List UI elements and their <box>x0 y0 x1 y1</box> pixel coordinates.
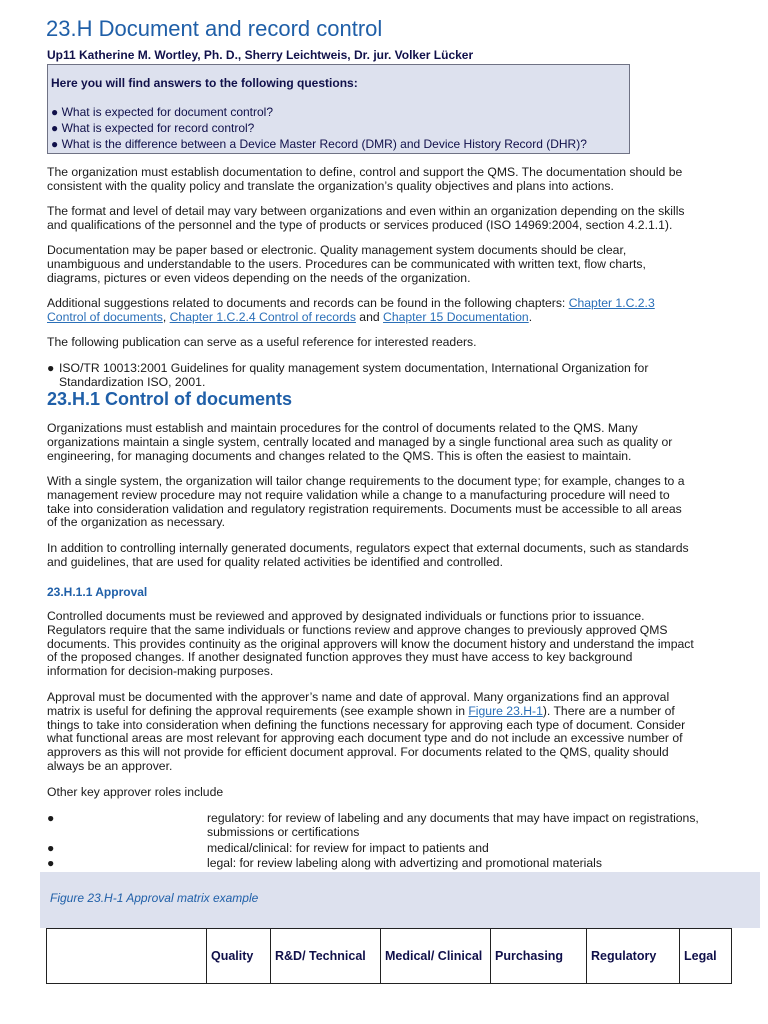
text-line: consistent with the quality policy and translate the organization’s quality objectives and plans into actions. <box>47 178 614 193</box>
text-line: unambiguous and understandable to the users. Procedures can be communicated with written text, flow charts, <box>47 256 646 271</box>
questions-intro: Here you will find answers to the following questions: <box>51 76 358 90</box>
intro-paragraph-3 <box>47 244 737 285</box>
text-line: Regulators require that the same individuals or functions review and approve changes to previously approved QMS <box>47 622 668 637</box>
text-line: Approval must be documented with the approver’s name and date of approval. Many organizations find an approval <box>47 690 670 704</box>
text-line: of the organization as necessary. <box>47 515 225 530</box>
intro-paragraph-2 <box>47 205 737 233</box>
text-line: diagrams, pictures or even videos depending on the needs of the organization. <box>47 270 471 285</box>
text-segment: . <box>528 309 533 324</box>
table-header-cell: Medical/ Clinical <box>381 929 491 984</box>
chapter-15-link[interactable]: Chapter 15 Documentation <box>383 309 529 324</box>
text-line: engineering, for managing documents and changes related to the QMS. This is often the easiest to maintain. <box>47 448 632 463</box>
role-bullet: ● <box>47 811 55 825</box>
reference-bullet: ● <box>47 361 55 375</box>
text-line <box>47 297 737 311</box>
approval-paragraph-1 <box>47 610 737 679</box>
section-heading-approval: 23.H.1.1 Approval <box>47 585 148 599</box>
text-line: information for decision-making purposes. <box>47 664 274 679</box>
text-line: regulatory: for review of labeling and any documents that may have impact on registrations, <box>207 811 699 825</box>
table-header-cell: R&D/ Technical <box>271 929 381 984</box>
text-line: Documentation may be paper based or electronic. Quality management system documents should be clear, <box>47 243 627 257</box>
approval-paragraph-3 <box>47 786 737 800</box>
table-header-cell: Quality <box>207 929 271 984</box>
text-line: things to take into consideration when defining the functions necessary for approving each type of document. Consider <box>47 717 686 732</box>
text-line: management review procedure may not require validation while a change to a manufacturing procedure will need to <box>47 487 670 502</box>
role-bullet: ● <box>47 841 55 855</box>
questions-box <box>47 64 630 154</box>
question-item: ● What is expected for document control? <box>51 105 274 119</box>
text-line: submissions or certifications <box>207 824 360 839</box>
intro-paragraph-5 <box>47 336 737 350</box>
control-paragraph-2 <box>47 475 737 530</box>
text-segment: matrix is useful for defining the approval requirements (see example shown in <box>47 703 469 718</box>
table-header-cell: Purchasing <box>491 929 587 984</box>
text-line: Controlled documents must be reviewed and approved by designated individuals or functions prior to issuance. <box>47 609 645 623</box>
role-item: legal: for review labeling along with advertizing and promotional materials <box>207 856 602 870</box>
table-header-cell: Regulatory <box>587 929 680 984</box>
text-line: and qualifications of the personnel and the type of products or services produced (ISO 14969:2004, section 4.2.1.1). <box>47 217 673 232</box>
text-line: The organization must establish documentation to define, control and support the QMS. The documentation should be <box>47 165 683 179</box>
chapter-1c23-link[interactable]: Chapter 1.C.2.3 <box>568 296 655 310</box>
intro-paragraph-4 <box>47 297 737 325</box>
text-line: The format and level of detail may vary between organizations and even within an organization depending on the skills <box>47 204 685 218</box>
text-line <box>47 311 737 325</box>
control-paragraph-3 <box>47 542 737 570</box>
authors-line: Up11 Katherine M. Wortley, Ph. D., Sherry Leichtweis, Dr. jur. Volker Lücker <box>47 48 474 62</box>
text-line: of the proposed changes. If another designated function approves they must have access to key background <box>47 650 633 665</box>
text-segment: Additional suggestions related to documents and records can be found in the following chapters: <box>47 296 569 310</box>
control-of-documents-link[interactable]: Control of documents <box>47 309 163 324</box>
control-paragraph-1 <box>47 422 737 463</box>
question-item: ● What is the difference between a Device Master Record (DMR) and Device History Record (DHR)? <box>51 137 587 151</box>
figure-23h1-link[interactable]: Figure 23.H-1 <box>468 703 543 718</box>
role-item: medical/clinical: for review for impact to patients and <box>207 841 489 855</box>
text-line: documents. This provides continuity as the original approvers will know the document history and understand the impact <box>47 636 694 651</box>
text-line: approvers as this will not provide for efficient document approval. For documents related to the QMS, quality should <box>47 745 669 760</box>
question-item: ● What is expected for record control? <box>51 121 255 135</box>
chapter-1c24-link[interactable]: Chapter 1.C.2.4 Control of records <box>169 309 356 324</box>
text-segment: , <box>162 309 170 324</box>
approval-matrix-table <box>46 928 732 984</box>
role-item <box>207 812 699 840</box>
text-line: and guidelines, that are used for quality related activities be identified and controlled. <box>47 554 503 569</box>
reference-item <box>59 362 648 390</box>
table-header-row <box>47 929 732 984</box>
table-header-cell <box>47 929 207 984</box>
text-line: take into consideration validation and regulatory registration requirements. Documents must be accessible to all areas <box>47 501 682 516</box>
text-segment: ). There are a number of <box>542 703 675 718</box>
text-line: ISO/TR 10013:2001 Guidelines for quality management system documentation, International Organization for <box>59 361 649 375</box>
text-line: Standardization ISO, 2001. <box>59 374 206 389</box>
figure-caption: Figure 23.H-1 Approval matrix example <box>50 891 259 905</box>
text-line <box>47 705 737 719</box>
approval-paragraph-2 <box>47 691 737 774</box>
page-title: 23.H Document and record control <box>46 16 383 41</box>
role-bullet: ● <box>47 856 55 870</box>
text-line: Organizations must establish and maintain procedures for the control of documents related to the QMS. Many <box>47 421 638 435</box>
text-segment: and <box>355 309 384 324</box>
text-line: organizations maintain a single system, centrally located and managed by a single functional area such as quality or <box>47 434 673 449</box>
intro-paragraph-1 <box>47 166 737 194</box>
section-heading-control-of-documents: 23.H.1 Control of documents <box>47 389 293 409</box>
text-line: Other key approver roles include <box>47 785 224 799</box>
table-header-cell: Legal <box>680 929 732 984</box>
text-line: always be an approver. <box>47 758 173 773</box>
text-line: In addition to controlling internally generated documents, regulators expect that external documents, such as standards <box>47 541 689 555</box>
text-line: what functional areas are most relevant for approving each document type and do not include an excessive number of <box>47 731 683 746</box>
text-line: The following publication can serve as a useful reference for interested readers. <box>47 335 477 349</box>
text-line: With a single system, the organization will tailor change requirements to the document type; for example, changes to a <box>47 474 685 488</box>
